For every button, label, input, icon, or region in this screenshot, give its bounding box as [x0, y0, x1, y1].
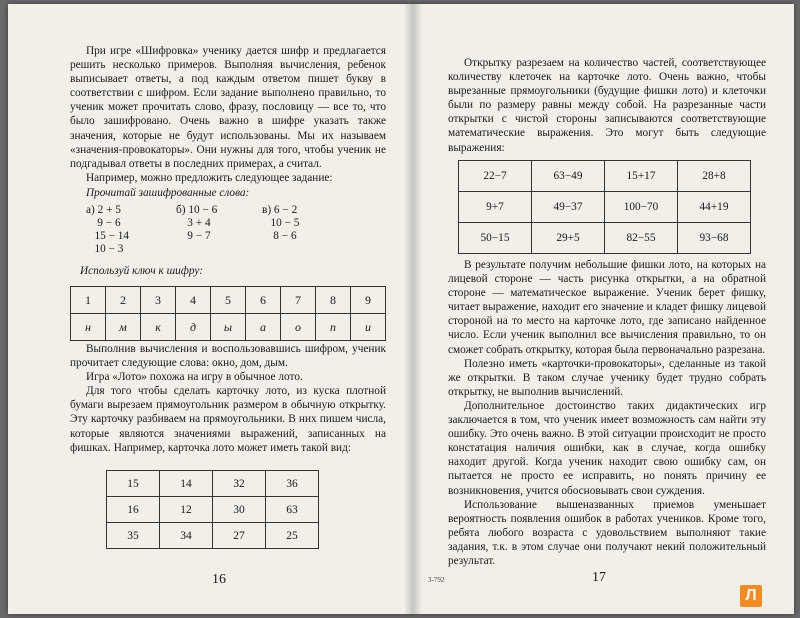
left-page — [8, 4, 408, 614]
cipher-key-table — [70, 286, 386, 341]
lotto-cell: 34 — [160, 523, 213, 549]
paragraph: Использование вышеназванных приемов уменьшает вероятность появления ошибок в работах учеников. Кроме того, ребята любого возраста с удовольствием выполняют такие задания, т.к. в этом случае они получают некий положительный результат. — [448, 498, 766, 567]
key-cell: 1 — [71, 287, 106, 314]
expression-cell: 9+7 — [459, 192, 532, 223]
lotto-cell: 16 — [107, 497, 160, 523]
expression-cell: 28+8 — [678, 161, 751, 192]
table-row — [459, 192, 751, 223]
cipher-row: 10 − 3 — [86, 243, 124, 255]
book-spread — [8, 4, 794, 614]
right-top-text — [448, 56, 766, 155]
key-cell: п — [316, 314, 351, 341]
key-cell: к — [141, 314, 176, 341]
cipher-row: 3 + 4 — [176, 217, 211, 229]
key-cell: н — [71, 314, 106, 341]
key-cell: 2 — [106, 287, 141, 314]
lotto-cell: 36 — [266, 471, 319, 497]
paragraph: Для того чтобы сделать карточку лото, из куска плотной бумаги вырезаем прямоугольник размером в обычную открытку. Эту карточку разбиваем на прямоугольники. В них пишем числа, которые являются значениями выражений, записанных на фишках. Например, карточка лото может иметь такой вид: — [70, 385, 386, 454]
cipher-examples — [86, 204, 386, 258]
key-cell: 6 — [246, 287, 281, 314]
paragraph: Например, можно предложить следующее задание: — [86, 171, 333, 184]
key-cell: 7 — [281, 287, 316, 314]
expression-cell: 82−55 — [605, 223, 678, 254]
key-numbers-row — [71, 287, 386, 314]
page-number-right: 17 — [592, 570, 606, 585]
paragraph: При игре «Шифровка» ученику дается шифр и предлагается решить несколько примеров. Выполняя вычисления, ребенок выписывает ответы, а под каждым ответом пишет букву в соответствии с шифром. Если задание выполнено правильно, то ученик может прочитать слово, фразу, пословицу — все то, что было зашифровано. Очень важно в шифре указать также значения, которые не будут использованы. Мы их называем «значения-провокаторы». Они нужны для того, чтобы ученик не подгадывал ответы в последних примерах, а считал. — [70, 45, 386, 170]
table-row — [459, 223, 751, 254]
paragraph: Открытку разрезаем на количество частей, соответствующее количеству клеточек на карточке лото. Очень важно, чтобы вырезанные прямоугольники (будущие фишки лото) и клеточки были по размеру равны между собой. На разрезанные части открытки с чистой стороны записываются соответствующие математические выражения. Это могут быть следующие выражения: — [448, 57, 766, 154]
key-cell: 3 — [141, 287, 176, 314]
key-letters-row — [71, 314, 386, 341]
lotto-cell: 30 — [213, 497, 266, 523]
key-cell: д — [176, 314, 211, 341]
lotto-cell: 35 — [107, 523, 160, 549]
lotto-cell: 25 — [266, 523, 319, 549]
expression-cell: 93−68 — [678, 223, 751, 254]
key-cell: о — [281, 314, 316, 341]
paragraph: В результате получим небольшие фишки лото, на которых на лицевой стороне — часть рисунка открытки, а на обратной стороне — математическое выражение. Ученик берет фишку, читает выражение, находит его значение и кладет фишку лицевой стороной на то место на карточке лото, где записано найденное число. Если ученик выполнил все вычисления правильно, то он сможет собрать открытку, которая была первоначально разрезана. — [448, 259, 766, 356]
cipher-column-b — [176, 204, 217, 243]
left-intro-text — [70, 44, 386, 185]
cipher-row: а) 2 + 5 — [86, 204, 121, 216]
table-row — [107, 523, 319, 549]
cipher-row: 9 − 7 — [176, 230, 211, 242]
lotto-cell: 27 — [213, 523, 266, 549]
expression-cell: 22−7 — [459, 161, 532, 192]
cipher-row: в) 6 − 2 — [262, 204, 298, 216]
expression-cell: 50−15 — [459, 223, 532, 254]
key-cell: а — [246, 314, 281, 341]
right-bottom-text — [448, 258, 766, 568]
paragraph: Полезно иметь «карточки-провокаторы», сделанные из такой же открытки. В таком случае ученику будет трудно собрать открытку, не выполнив вычислений. — [448, 357, 766, 398]
paragraph: Дополнительное достоинство таких дидактических игр заключается в том, что ученик имеет возможность сам найти эту ошибку. Это очень важно. В этой ситуации происходит не просто констатация наличия ошибки, как в случае, когда ошибку находит другой. Когда ученик находит свою ошибку сам, он пытается не просто ее исправить, но понять причину ее возникновения, учится обосновывать свои суждения. — [448, 399, 766, 497]
expression-cell: 15+17 — [605, 161, 678, 192]
lotto-cell: 12 — [160, 497, 213, 523]
key-cell: 8 — [316, 287, 351, 314]
cipher-row: 15 − 14 — [86, 230, 130, 242]
key-cell: ы — [211, 314, 246, 341]
expression-cell: 49−37 — [532, 192, 605, 223]
table-row — [107, 497, 319, 523]
left-middle-text — [70, 342, 386, 455]
expression-cell: 29+5 — [532, 223, 605, 254]
publisher-logo-icon: Л — [740, 585, 762, 607]
expression-cell: 44+19 — [678, 192, 751, 223]
lotto-cell: 15 — [107, 471, 160, 497]
signature-mark: 3-792 — [428, 576, 445, 584]
key-cell: 9 — [351, 287, 386, 314]
key-cell: и — [351, 314, 386, 341]
cipher-row: б) 10 − 6 — [176, 204, 218, 216]
cipher-row: 10 − 5 — [262, 217, 300, 229]
lotto-card-table — [106, 470, 319, 549]
table-row — [107, 471, 319, 497]
right-page — [412, 4, 794, 614]
lotto-cell: 63 — [266, 497, 319, 523]
cipher-column-c — [262, 204, 299, 243]
expression-cell: 63−49 — [532, 161, 605, 192]
cipher-row: 8 − 6 — [262, 230, 297, 242]
cipher-column-a — [86, 204, 129, 256]
key-cell: 4 — [176, 287, 211, 314]
expression-cell: 100−70 — [605, 192, 678, 223]
expressions-table — [458, 160, 751, 254]
cipher-row: 9 − 6 — [86, 217, 121, 229]
key-title: Используй ключ к шифру: — [80, 265, 203, 277]
table-row — [459, 161, 751, 192]
paragraph: Выполнив вычисления и воспользовавшись шифром, ученик прочитает следующие слова: окно, дом, дым. — [70, 343, 386, 370]
task-title: Прочитай зашифрованные слова: — [86, 187, 250, 199]
paragraph: Игра «Лото» похожа на игру в обычное лото. — [86, 371, 303, 384]
key-cell: м — [106, 314, 141, 341]
key-cell: 5 — [211, 287, 246, 314]
lotto-cell: 14 — [160, 471, 213, 497]
lotto-cell: 32 — [213, 471, 266, 497]
page-number-left: 16 — [212, 572, 226, 587]
